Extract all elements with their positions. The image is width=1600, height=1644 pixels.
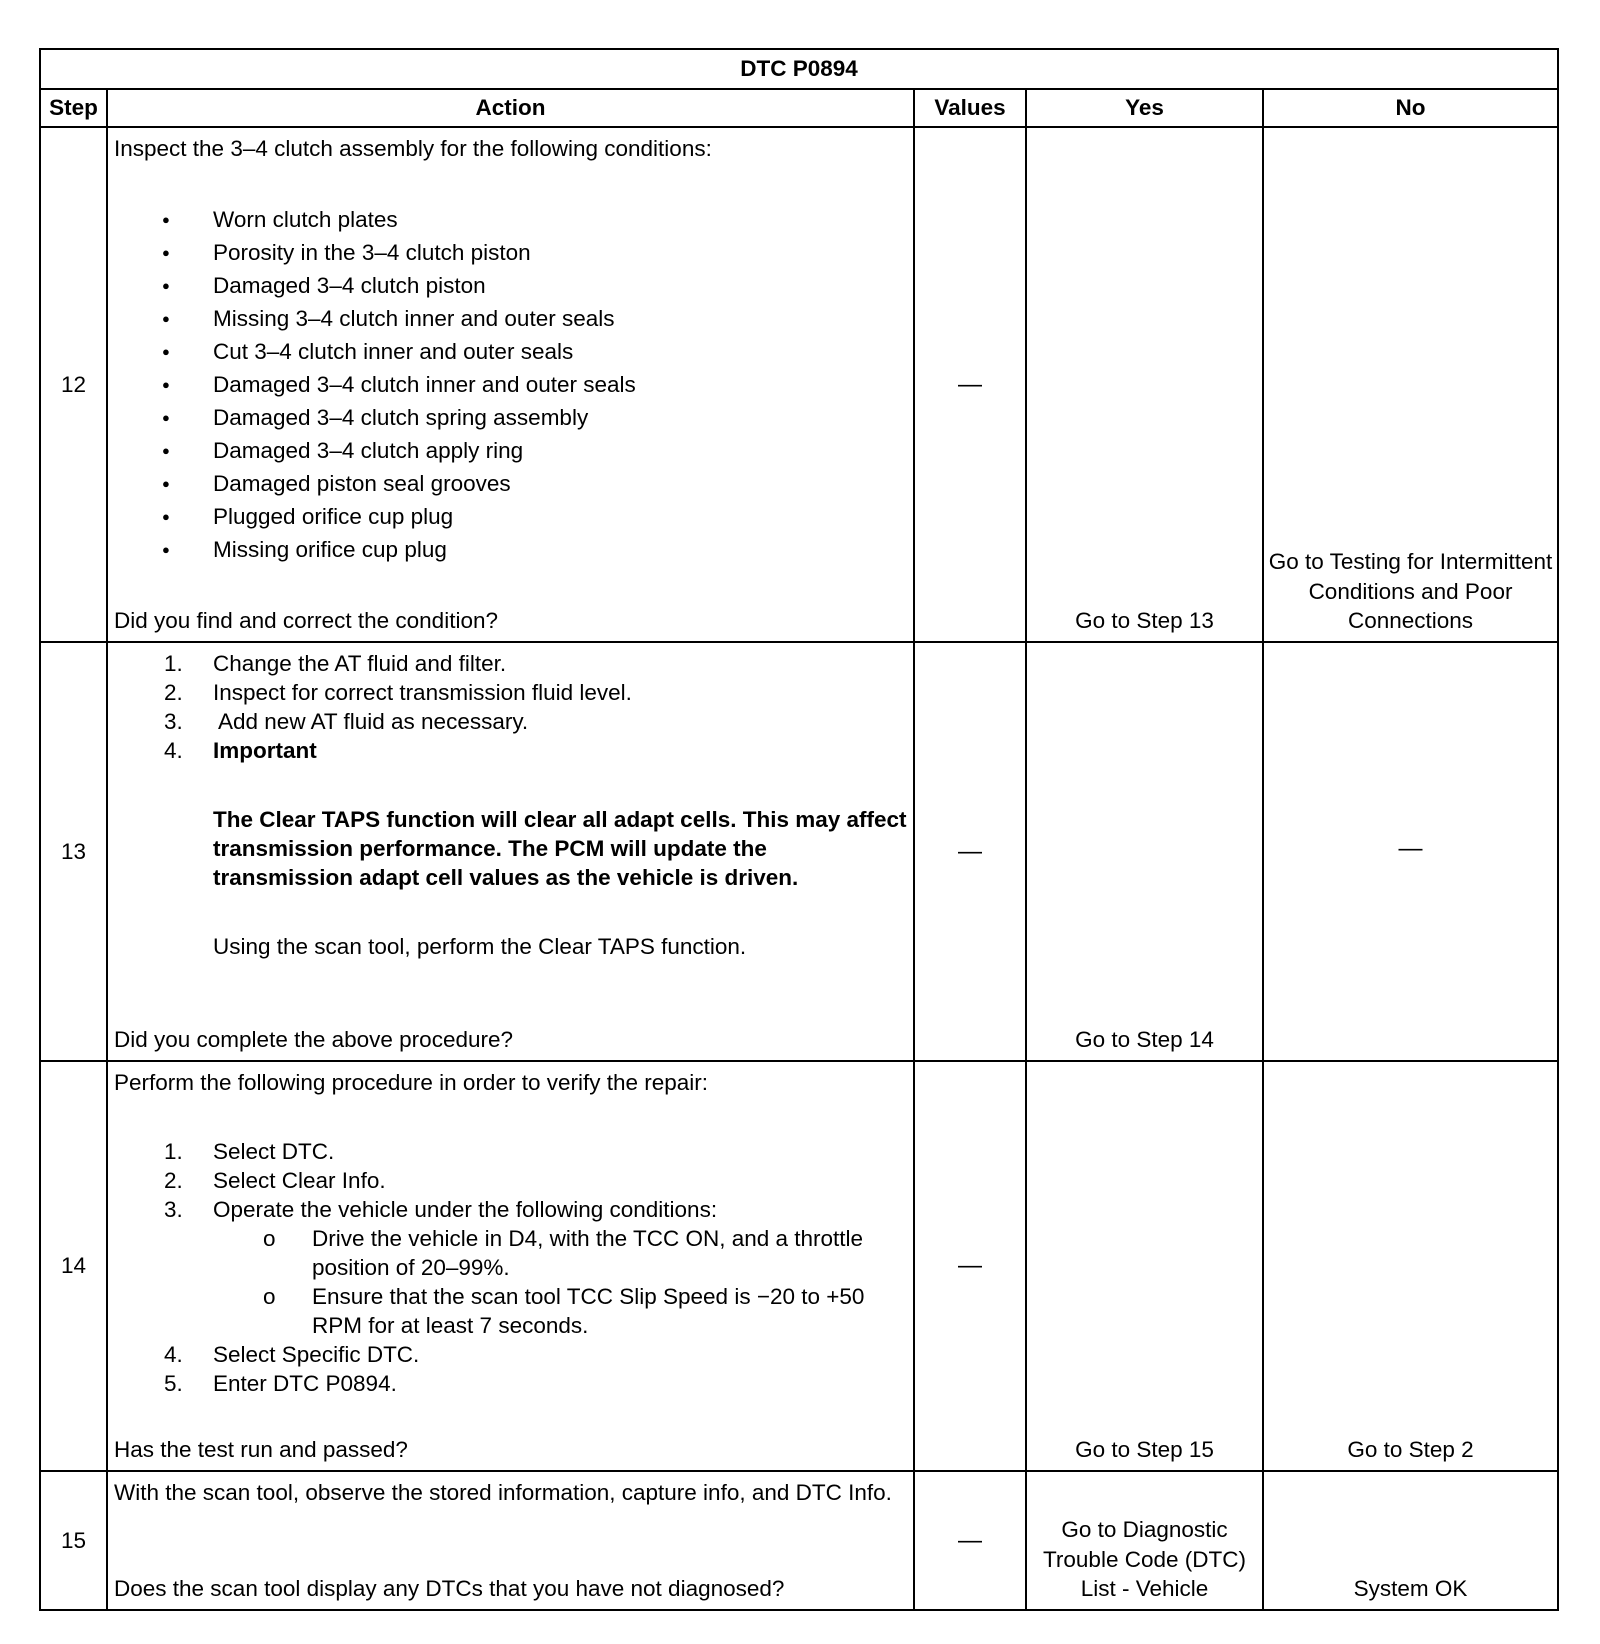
list-item: o Ensure that the scan tool TCC Slip Speed is −20 to +50 RPM for at least 7 seconds. xyxy=(213,1282,907,1340)
header-step: Step xyxy=(40,89,107,127)
list-item: 2. Select Clear Info. xyxy=(164,1168,386,1194)
table-row-step-15 xyxy=(40,1471,1558,1610)
action-cell xyxy=(107,1471,914,1610)
list-item: 3. Add new AT fluid as necessary. xyxy=(164,709,529,734)
condition-list xyxy=(114,203,907,566)
list-item: ● Damaged 3–4 clutch spring assembly xyxy=(114,401,907,434)
header-yes: Yes xyxy=(1026,89,1263,127)
header-no: No xyxy=(1263,89,1558,127)
yes-cell: Go to Step 15 xyxy=(1026,1061,1263,1471)
step-number: 15 xyxy=(40,1471,107,1610)
action-intro: Inspect the 3–4 clutch assembly for the following conditions: xyxy=(114,136,712,161)
list-item: o Drive the vehicle in D4, with the TCC ON, and a throttle position of 20–99%. xyxy=(213,1224,907,1282)
action-cell xyxy=(107,1061,914,1471)
table-title: DTC P0894 xyxy=(40,49,1558,89)
header-action: Action xyxy=(107,89,914,127)
yes-cell: Go to Diagnostic Trouble Code (DTC) List - Vehicle xyxy=(1026,1471,1263,1610)
list-item: 4. Select Specific DTC. xyxy=(164,1342,420,1368)
step-number: 14 xyxy=(40,1061,107,1471)
important-note: The Clear TAPS function will clear all adapt cells. This may affect transmission performance. The PCM will update the transmission adapt cell values as the vehicle is driven. xyxy=(213,807,907,890)
action-question: Does the scan tool display any DTCs that you have not diagnosed? xyxy=(114,1575,785,1601)
header-values: Values xyxy=(914,89,1026,127)
values-cell: — xyxy=(914,642,1026,1061)
values-cell: — xyxy=(914,127,1026,642)
step-number: 13 xyxy=(40,642,107,1061)
list-item: 1. Change the AT fluid and filter. xyxy=(164,651,507,676)
action-intro: Perform the following procedure in order to verify the repair: xyxy=(114,1070,709,1095)
list-item: ● Cut 3–4 clutch inner and outer seals xyxy=(114,335,907,368)
table-row-step-12 xyxy=(40,127,1558,642)
action-question: Did you complete the above procedure? xyxy=(114,1026,514,1052)
list-item: ● Missing orifice cup plug xyxy=(114,533,907,566)
action-question: Has the test run and passed? xyxy=(114,1436,408,1462)
table-row-step-14 xyxy=(40,1061,1558,1471)
values-cell: — xyxy=(914,1471,1026,1610)
list-item: ● Damaged 3–4 clutch apply ring xyxy=(114,434,907,467)
action-question: Did you find and correct the condition? xyxy=(114,607,498,633)
list-item: ● Plugged orifice cup plug xyxy=(114,500,907,533)
list-item: 1. Select DTC. xyxy=(164,1139,335,1165)
dtc-table xyxy=(39,48,1559,1611)
no-cell: — xyxy=(1263,642,1558,1061)
scan-instruction: Using the scan tool, perform the Clear TAPS function. xyxy=(213,934,747,959)
yes-cell: Go to Step 14 xyxy=(1026,642,1263,1061)
list-item: ● Damaged 3–4 clutch piston xyxy=(114,269,907,302)
action-intro: With the scan tool, observe the stored information, capture info, and DTC Info. xyxy=(114,1480,892,1505)
procedure-list xyxy=(114,649,907,961)
sub-condition-list xyxy=(213,1224,907,1340)
step-number: 12 xyxy=(40,127,107,642)
list-item: ● Missing 3–4 clutch inner and outer seals xyxy=(114,302,907,335)
list-item: ● Damaged piston seal grooves xyxy=(114,467,907,500)
yes-cell: Go to Step 13 xyxy=(1026,127,1263,642)
table-row-step-13 xyxy=(40,642,1558,1061)
no-cell: Go to Testing for Intermittent Conditions and Poor Connections xyxy=(1263,127,1558,642)
no-cell: System OK xyxy=(1263,1471,1558,1610)
list-item: ● Worn clutch plates xyxy=(114,203,907,236)
action-cell xyxy=(107,127,914,642)
no-cell: Go to Step 2 xyxy=(1263,1061,1558,1471)
procedure-list xyxy=(114,1137,907,1398)
list-item: 5. Enter DTC P0894. xyxy=(164,1371,397,1397)
action-cell xyxy=(107,642,914,1061)
list-item: 3. Operate the vehicle under the following conditions: o Drive the vehicle in D4, with the TCC ON, and a throttle position of 20–99%. o Ensure that the scan tool TCC Slip Speed is −20 to +50 RPM for at least 7 seconds. xyxy=(114,1195,907,1340)
list-item: 2. Inspect for correct transmission fluid level. xyxy=(164,680,632,705)
values-cell: — xyxy=(914,1061,1026,1471)
list-item: 4. Important The Clear TAPS function will clear all adapt cells. This may affect transmission performance. The PCM will update the transmission adapt cell values as the vehicle is driven. Using the scan tool, perform the Clear TAPS function. xyxy=(164,738,907,959)
list-item: ● Porosity in the 3–4 clutch piston xyxy=(114,236,907,269)
important-label: Important xyxy=(213,738,317,763)
list-item: ● Damaged 3–4 clutch inner and outer seals xyxy=(114,368,907,401)
